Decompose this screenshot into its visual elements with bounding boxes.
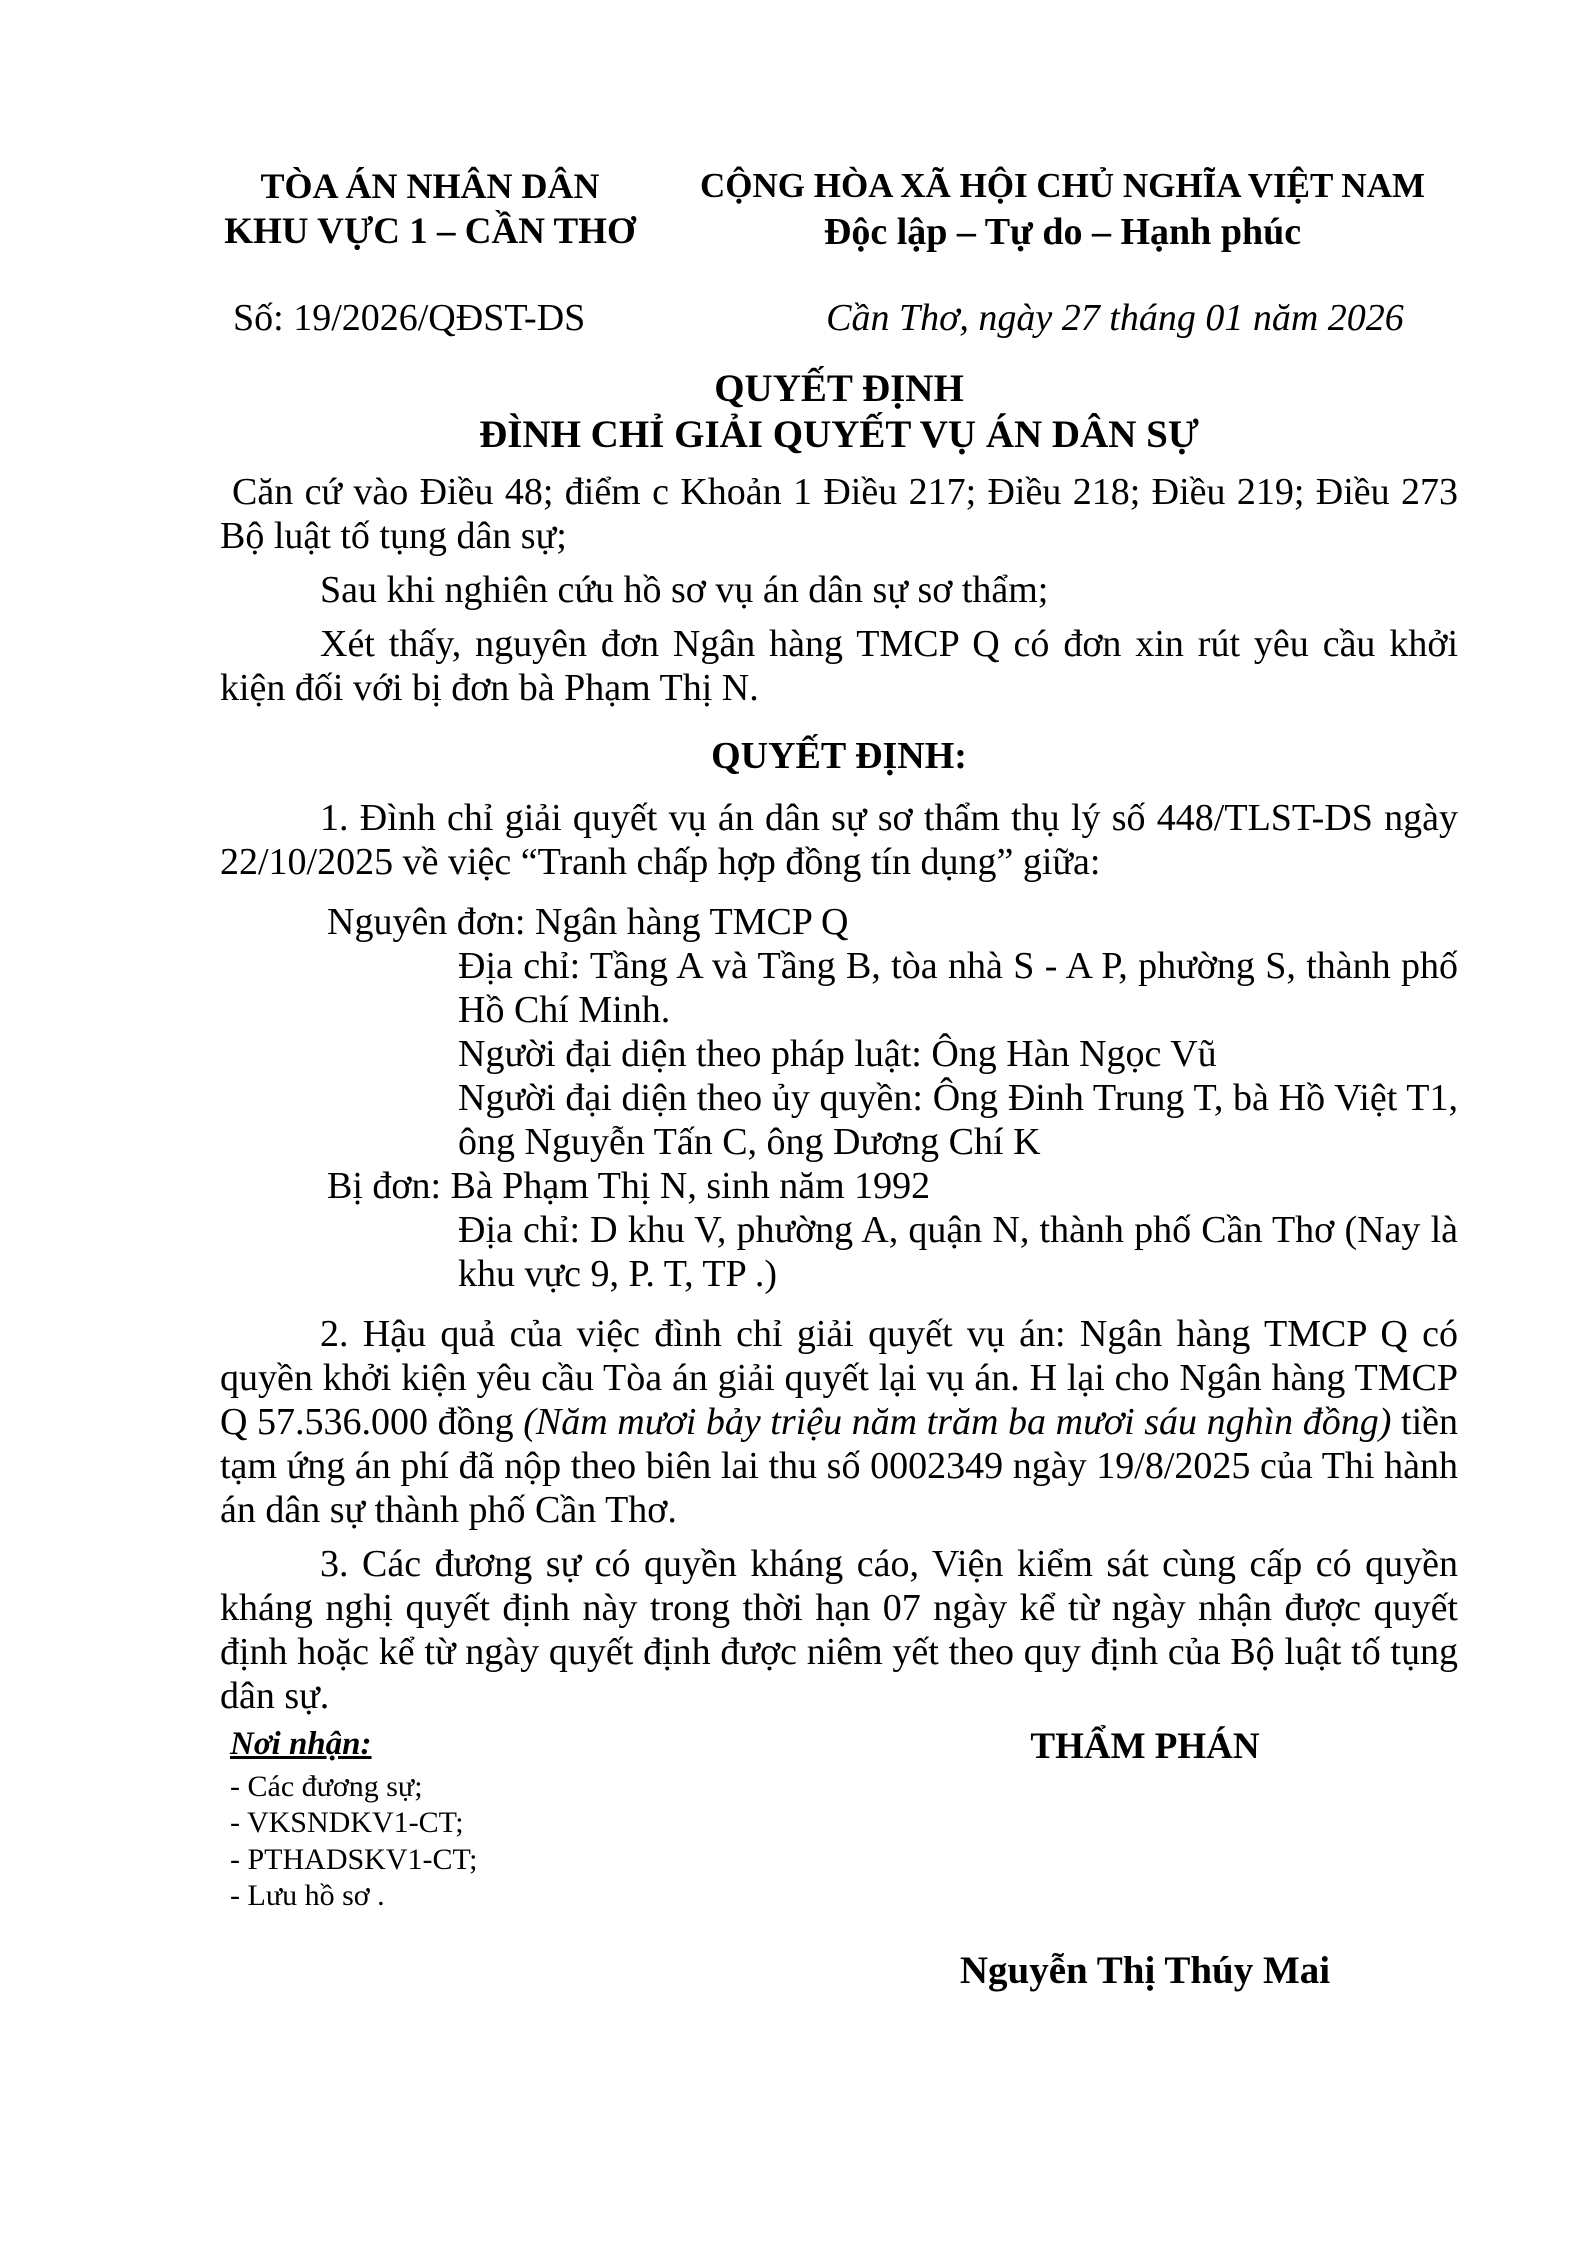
document-title-line1: QUYẾT ĐỊNH xyxy=(714,367,964,410)
national-header-block xyxy=(640,163,1485,255)
legal-basis-paragraph: Căn cứ vào Điều 48; điểm c Khoản 1 Điều 217; Điều 218; Điều 219; Điều 273 Bộ luật tố tụng dân sự; xyxy=(220,471,1458,557)
recipient-item: - PTHADSKV1-CT; xyxy=(230,1842,478,1876)
recipient-item: - Các đương sự; xyxy=(230,1769,423,1803)
article-2-paragraph xyxy=(220,1312,1458,1532)
article-2-text-start: 2. Hậu quả của việc đình chỉ giải quyết vụ án: Ngân hàng TMCP Q có quyền khởi kiện yêu cầu Tòa án giải quyết lại vụ án. H lại cho Ngân hàng TMCP Q 57.536.000 đồng xyxy=(220,1313,1458,1443)
document-title-line2: ĐÌNH CHỈ GIẢI QUYẾT VỤ ÁN DÂN SỰ xyxy=(479,413,1199,456)
court-name-block xyxy=(200,163,660,255)
article-2-amount-in-words: (Năm mươi bảy triệu năm trăm ba mươi sáu nghìn đồng) xyxy=(523,1401,1392,1443)
national-motto-line1: CỘNG HÒA XÃ HỘI CHỦ NGHĨA VIỆT NAM xyxy=(699,166,1426,205)
plaintiff-authorized-representative-line: Người đại diện theo ủy quyền: Ông Đinh Trung T, bà Hồ Việt T1, ông Nguyễn Tấn C, ông Dương Chí K xyxy=(458,1077,1458,1163)
plaintiff-legal-representative-line: Người đại diện theo pháp luật: Ông Hàn Ngọc Vũ xyxy=(458,1033,1217,1075)
case-review-paragraph: Sau khi nghiên cứu hồ sơ vụ án dân sự sơ thẩm; xyxy=(320,569,1049,611)
recipient-item: - Lưu hồ sơ . xyxy=(230,1879,385,1912)
article-2-text-end: tiền tạm ứng án phí đã nộp theo biên lai thu số 0002349 ngày 19/8/2025 của Thi hành án dân sự thành phố Cần Thơ. xyxy=(220,1401,1458,1531)
recipient-item: - VKSNDKV1-CT; xyxy=(230,1806,464,1839)
document-title-block xyxy=(220,366,1458,458)
plaintiff-address-line: Địa chỉ: Tầng A và Tầng B, tòa nhà S - A P, phường S, thành phố Hồ Chí Minh. xyxy=(458,945,1458,1031)
document-number: Số: 19/2026/QĐST-DS xyxy=(233,297,586,339)
defendant-line: Bị đơn: Bà Phạm Thị N, sinh năm 1992 xyxy=(327,1165,931,1207)
document-body xyxy=(220,470,1458,1718)
recipients-label: Nơi nhận: xyxy=(230,1726,372,1762)
court-name-line2: KHU VỰC 1 – CẦN THƠ xyxy=(224,211,636,252)
finding-paragraph: Xét thấy, nguyên đơn Ngân hàng TMCP Q có đơn xin rút yêu cầu khởi kiện đối với bị đơn bà Phạm Thị N. xyxy=(220,623,1458,709)
plaintiff-line: Nguyên đơn: Ngân hàng TMCP Q xyxy=(327,901,849,943)
judge-name: Nguyễn Thị Thúy Mai xyxy=(959,1949,1331,1992)
national-motto-line2: Độc lập – Tự do – Hạnh phúc xyxy=(823,211,1302,253)
article-1-paragraph: 1. Đình chỉ giải quyết vụ án dân sự sơ thẩm thụ lý số 448/TLST-DS ngày 22/10/2025 về việc “Tranh chấp hợp đồng tín dụng” giữa: xyxy=(220,797,1458,883)
defendant-address-line: Địa chỉ: D khu V, phường A, quận N, thành phố Cần Thơ (Nay là khu vực 9, P. T, TP .) xyxy=(458,1209,1458,1295)
judge-title: THẨM PHÁN xyxy=(1030,1726,1260,1767)
article-3-paragraph: 3. Các đương sự có quyền kháng cáo, Viện kiểm sát cùng cấp có quyền kháng nghị quyết định này trong thời hạn 07 ngày kể từ ngày nhận được quyết định hoặc kể từ ngày quyết định được niêm yết theo quy định của Bộ luật tố tụng dân sự. xyxy=(220,1543,1458,1717)
place-and-date: Cần Thơ, ngày 27 tháng 01 năm 2026 xyxy=(826,297,1404,339)
recipients-block xyxy=(230,1726,478,1915)
court-name-line1: TÒA ÁN NHÂN DÂN xyxy=(260,166,600,206)
decision-heading: QUYẾT ĐỊNH: xyxy=(711,735,967,777)
